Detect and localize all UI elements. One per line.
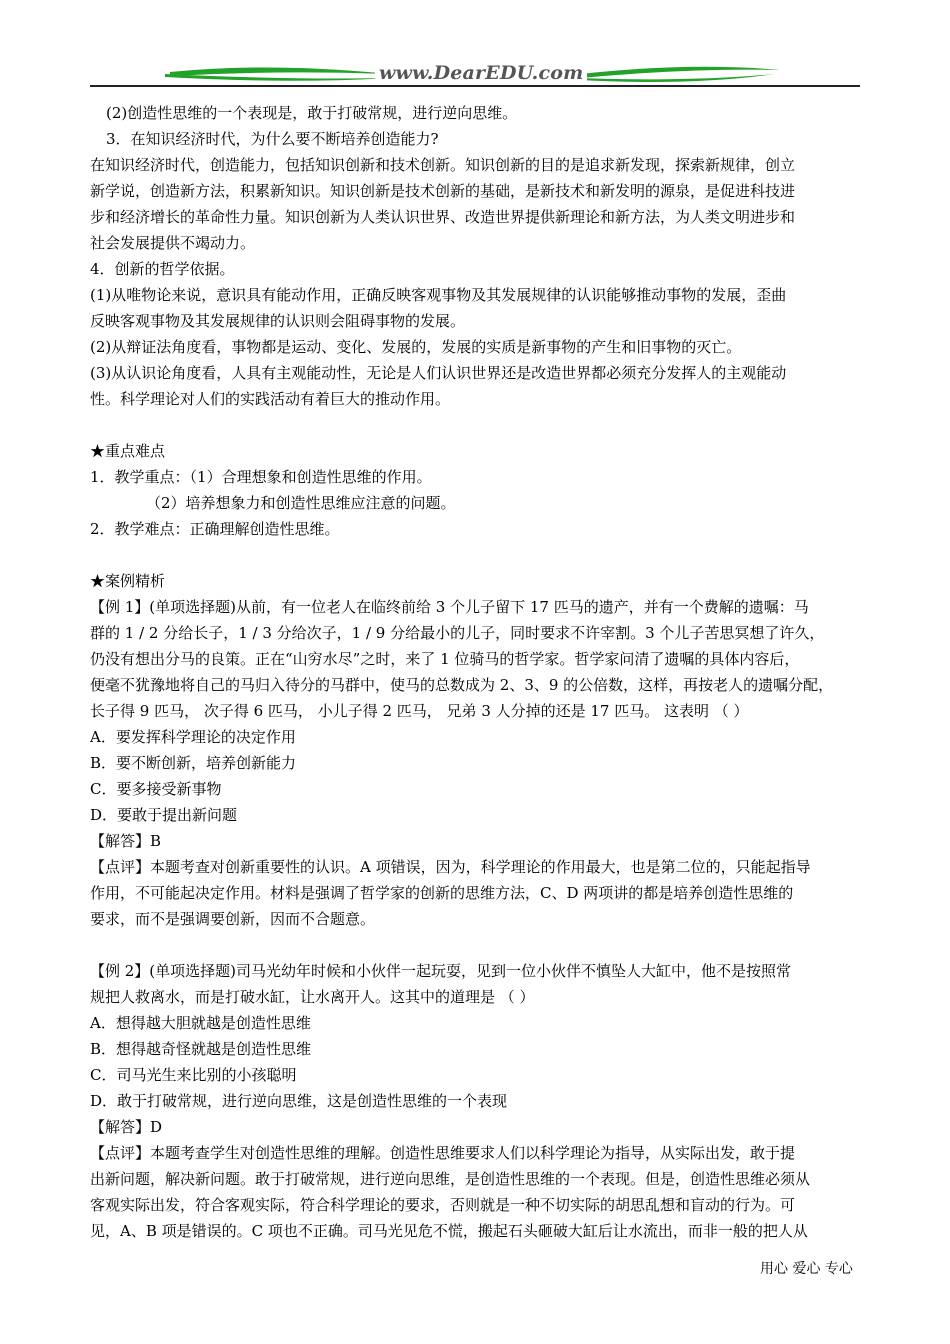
text-line: 便毫不犹豫地将自己的马归入待分的马群中，使马的总数成为 2、3、9 的公倍数，这样，再按老人的遗嘱分配， bbox=[90, 676, 834, 694]
text-line: 4．创新的哲学依据。 bbox=[90, 260, 235, 278]
text-line: 性。科学理论对人们的实践活动有着巨大的推动作用。 bbox=[90, 390, 451, 408]
text-line: 客观实际出发，符合客观实际，符合科学理论的要求，否则就是一种不切实际的胡思乱想和盲动的行为。可 bbox=[90, 1196, 796, 1214]
option-line: C．要多接受新事物 bbox=[90, 780, 222, 798]
text-line: 要求，而不是强调要创新，因而不合题意。 bbox=[90, 910, 376, 928]
text-line: 步和经济增长的革命性力量。知识创新为人类认识世界、改造世界提供新理论和新方法，为人类文明进步和 bbox=[90, 208, 796, 226]
text-line: 2．教学难点：正确理解创造性思维。 bbox=[90, 520, 340, 538]
text-line: 在知识经济时代，创造能力，包括知识创新和技术创新。知识创新的目的是追求新发现，探索新规律，创立 bbox=[90, 156, 796, 174]
text-line: 【例 1】(单项选择题)从前，有一位老人在临终前给 3 个儿子留下 17 匹马的遗产，并有一个费解的遗嘱：马 bbox=[90, 598, 809, 616]
text-line: 群的 1 / 2 分给长子，1 / 3 分给次子，1 / 9 分给最小的儿子，同时要求不许宰割。3 个儿子苦思冥想了许久， bbox=[90, 624, 825, 642]
text-line: （2）培养想象力和创造性思维应注意的问题。 bbox=[146, 494, 456, 512]
text-line: 出新问题，解决新问题。敢于打破常规，进行逆向思维，是创造性思维的一个表现。但是，创造性思维必须从 bbox=[90, 1170, 811, 1188]
section-heading: ★案例精析 bbox=[90, 572, 166, 590]
section-heading: ★重点难点 bbox=[90, 442, 166, 460]
text-line: (1)从唯物论来说，意识具有能动作用，正确反映客观事物及其发展规律的认识能够推动事物的发展，歪曲 bbox=[90, 286, 787, 304]
blank-line bbox=[90, 412, 865, 438]
text-line: 【点评】本题考查对创新重要性的认识。A 项错误，因为，科学理论的作用最大，也是第二位的，只能起指导 bbox=[90, 858, 811, 876]
answer-line: 【解答】B bbox=[90, 832, 162, 850]
text-line: 作用，不可能起决定作用。材料是强调了哲学家的创新的思维方法，C、D 两项讲的都是培养创造性思维的 bbox=[90, 884, 794, 902]
text-line: 新学说，创造新方法，积累新知识。知识创新是技术创新的基础，是新技术和新发明的源泉，是促进科技进 bbox=[90, 182, 796, 200]
option-line: D．要敢于提出新问题 bbox=[90, 806, 238, 824]
text-line: 3．在知识经济时代，为什么要不断培养创造能力? bbox=[106, 130, 439, 148]
text-line: 1．教学重点：（1）合理想象和创造性思维的作用。 bbox=[90, 468, 432, 486]
text-line: 长子得 9 匹马， 次子得 6 匹马， 小儿子得 2 匹马， 兄弟 3 人分掉的还是 17 匹马。 这表明 （ ） bbox=[90, 702, 749, 720]
page-footer: 用心 爱心 专心 bbox=[760, 1261, 853, 1277]
option-line: A．要发挥科学理论的决定作用 bbox=[90, 728, 296, 746]
blank-line bbox=[90, 932, 865, 958]
option-line: B．想得越奇怪就越是创造性思维 bbox=[90, 1040, 312, 1058]
text-line: 仍没有想出分马的良策。正在“山穷水尽”之时，来了 1 位骑马的哲学家。哲学家问清了遗嘱的具体内容后， bbox=[90, 650, 800, 668]
text-line: (2)创造性思维的一个表现是，敢于打破常规，进行逆向思维。 bbox=[106, 104, 518, 122]
text-line: (3)从认识论角度看，人具有主观能动性，无论是人们认识世界还是改造世界都必须充分发挥人的主观能动 bbox=[90, 364, 787, 382]
text-line: 【例 2】(单项选择题)司马光幼年时候和小伙伴一起玩耍，见到一位小伙伴不慎坠人大缸中，他不是按照常 bbox=[90, 962, 792, 980]
option-line: A．想得越大胆就越是创造性思维 bbox=[90, 1014, 311, 1032]
option-line: C．司马光生来比别的小孩聪明 bbox=[90, 1066, 297, 1084]
text-line: 规把人救离水，而是打破水缸，让水离开人。这其中的道理是 （ ） bbox=[90, 988, 535, 1006]
document-body bbox=[90, 100, 865, 1244]
blank-line bbox=[90, 542, 865, 568]
text-line: 反映客观事物及其发展规律的认识则会阻碍事物的发展。 bbox=[90, 312, 466, 330]
text-line: 【点评】本题考查学生对创造性思维的理解。创造性思维要求人们以科学理论为指导，从实际出发，敢于提 bbox=[90, 1144, 796, 1162]
text-line: 社会发展提供不竭动力。 bbox=[90, 234, 256, 252]
text-line: 见，A、B 项是错误的。C 项也不正确。司马光见危不慌，搬起石头砸破大缸后让水流出，而非一般的把人从 bbox=[90, 1222, 808, 1240]
option-line: D．敢于打破常规，进行逆向思维，这是创造性思维的一个表现 bbox=[90, 1092, 508, 1110]
option-line: B．要不断创新，培养创新能力 bbox=[90, 754, 297, 772]
page-header bbox=[90, 60, 860, 90]
header-rule bbox=[90, 85, 860, 87]
answer-line: 【解答】D bbox=[90, 1118, 163, 1136]
text-line: (2)从辩证法角度看，事物都是运动、变化、发展的，发展的实质是新事物的产生和旧事物的灭亡。 bbox=[90, 338, 742, 356]
site-logo: www.DearEDU.com bbox=[375, 62, 587, 84]
